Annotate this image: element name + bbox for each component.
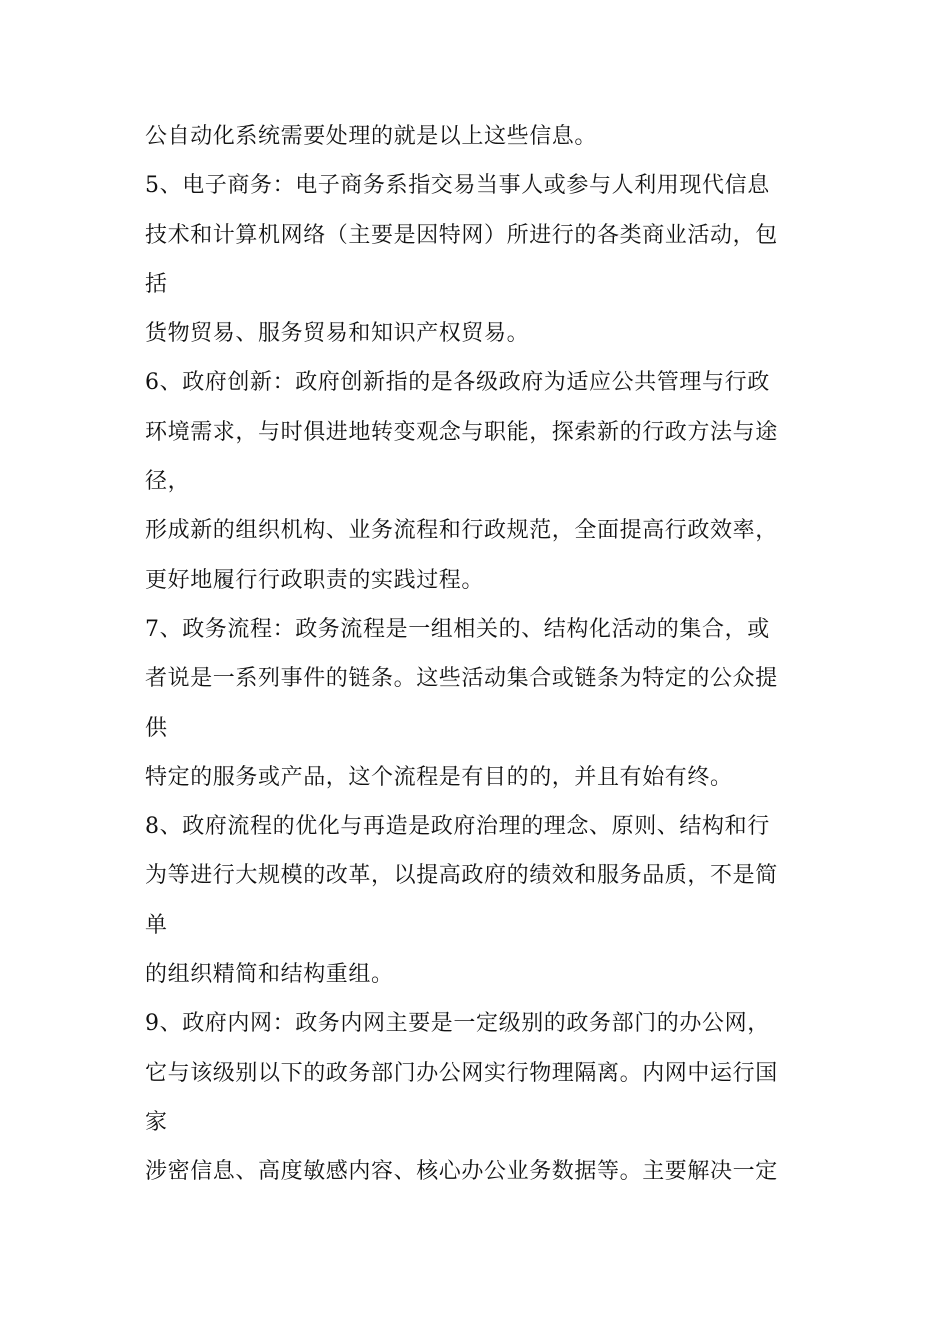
text-line: 的组织精简和结构重组。 xyxy=(145,962,394,988)
text-line: 5、电子商务：电子商务系指交易当事人或参与人利用现代信息 xyxy=(145,173,770,199)
text-line: 涉密信息、高度敏感内容、核心办公业务数据等。主要解决一定 xyxy=(145,1159,778,1185)
text-line: 8、政府流程的优化与再造是政府治理的理念、原则、结构和行 xyxy=(145,814,770,840)
text-line: 更好地履行行政职责的实践过程。 xyxy=(145,567,485,593)
text-line: 它与该级别以下的政务部门办公网实行物理隔离。内网中运行国 xyxy=(145,1060,778,1086)
text-line: 供 xyxy=(145,715,168,741)
text-line: 者说是一系列事件的链条。这些活动集合或链条为特定的公众提 xyxy=(145,666,778,692)
text-line: 技术和计算机网络（主要是因特网）所进行的各类商业活动，包 xyxy=(145,222,778,248)
text-line: 单 xyxy=(145,912,168,938)
text-line: 形成新的组织机构、业务流程和行政规范，全面提高行政效率， xyxy=(145,518,778,544)
text-line: 9、政府内网：政务内网主要是一定级别的政务部门的办公网， xyxy=(145,1011,770,1037)
text-line: 公自动化系统需要处理的就是以上这些信息。 xyxy=(145,124,598,149)
text-line: 货物贸易、服务贸易和知识产权贸易。 xyxy=(145,321,530,347)
text-line: 为等进行大规模的改革，以提高政府的绩效和服务品质，不是简 xyxy=(145,863,778,889)
text-line: 特定的服务或产品，这个流程是有目的的，并且有始有终。 xyxy=(145,764,733,790)
text-line: 括 xyxy=(145,271,168,297)
text-line: 7、政务流程：政务流程是一组相关的、结构化活动的集合，或 xyxy=(145,616,770,642)
text-line: 6、政府创新：政府创新指的是各级政府为适应公共管理与行政 xyxy=(145,370,770,396)
text-line: 径， xyxy=(145,469,191,495)
document-body xyxy=(145,112,810,1197)
text-line: 家 xyxy=(145,1109,168,1135)
text-line: 环境需求，与时俱进地转变观念与职能，探索新的行政方法与途 xyxy=(145,419,778,445)
